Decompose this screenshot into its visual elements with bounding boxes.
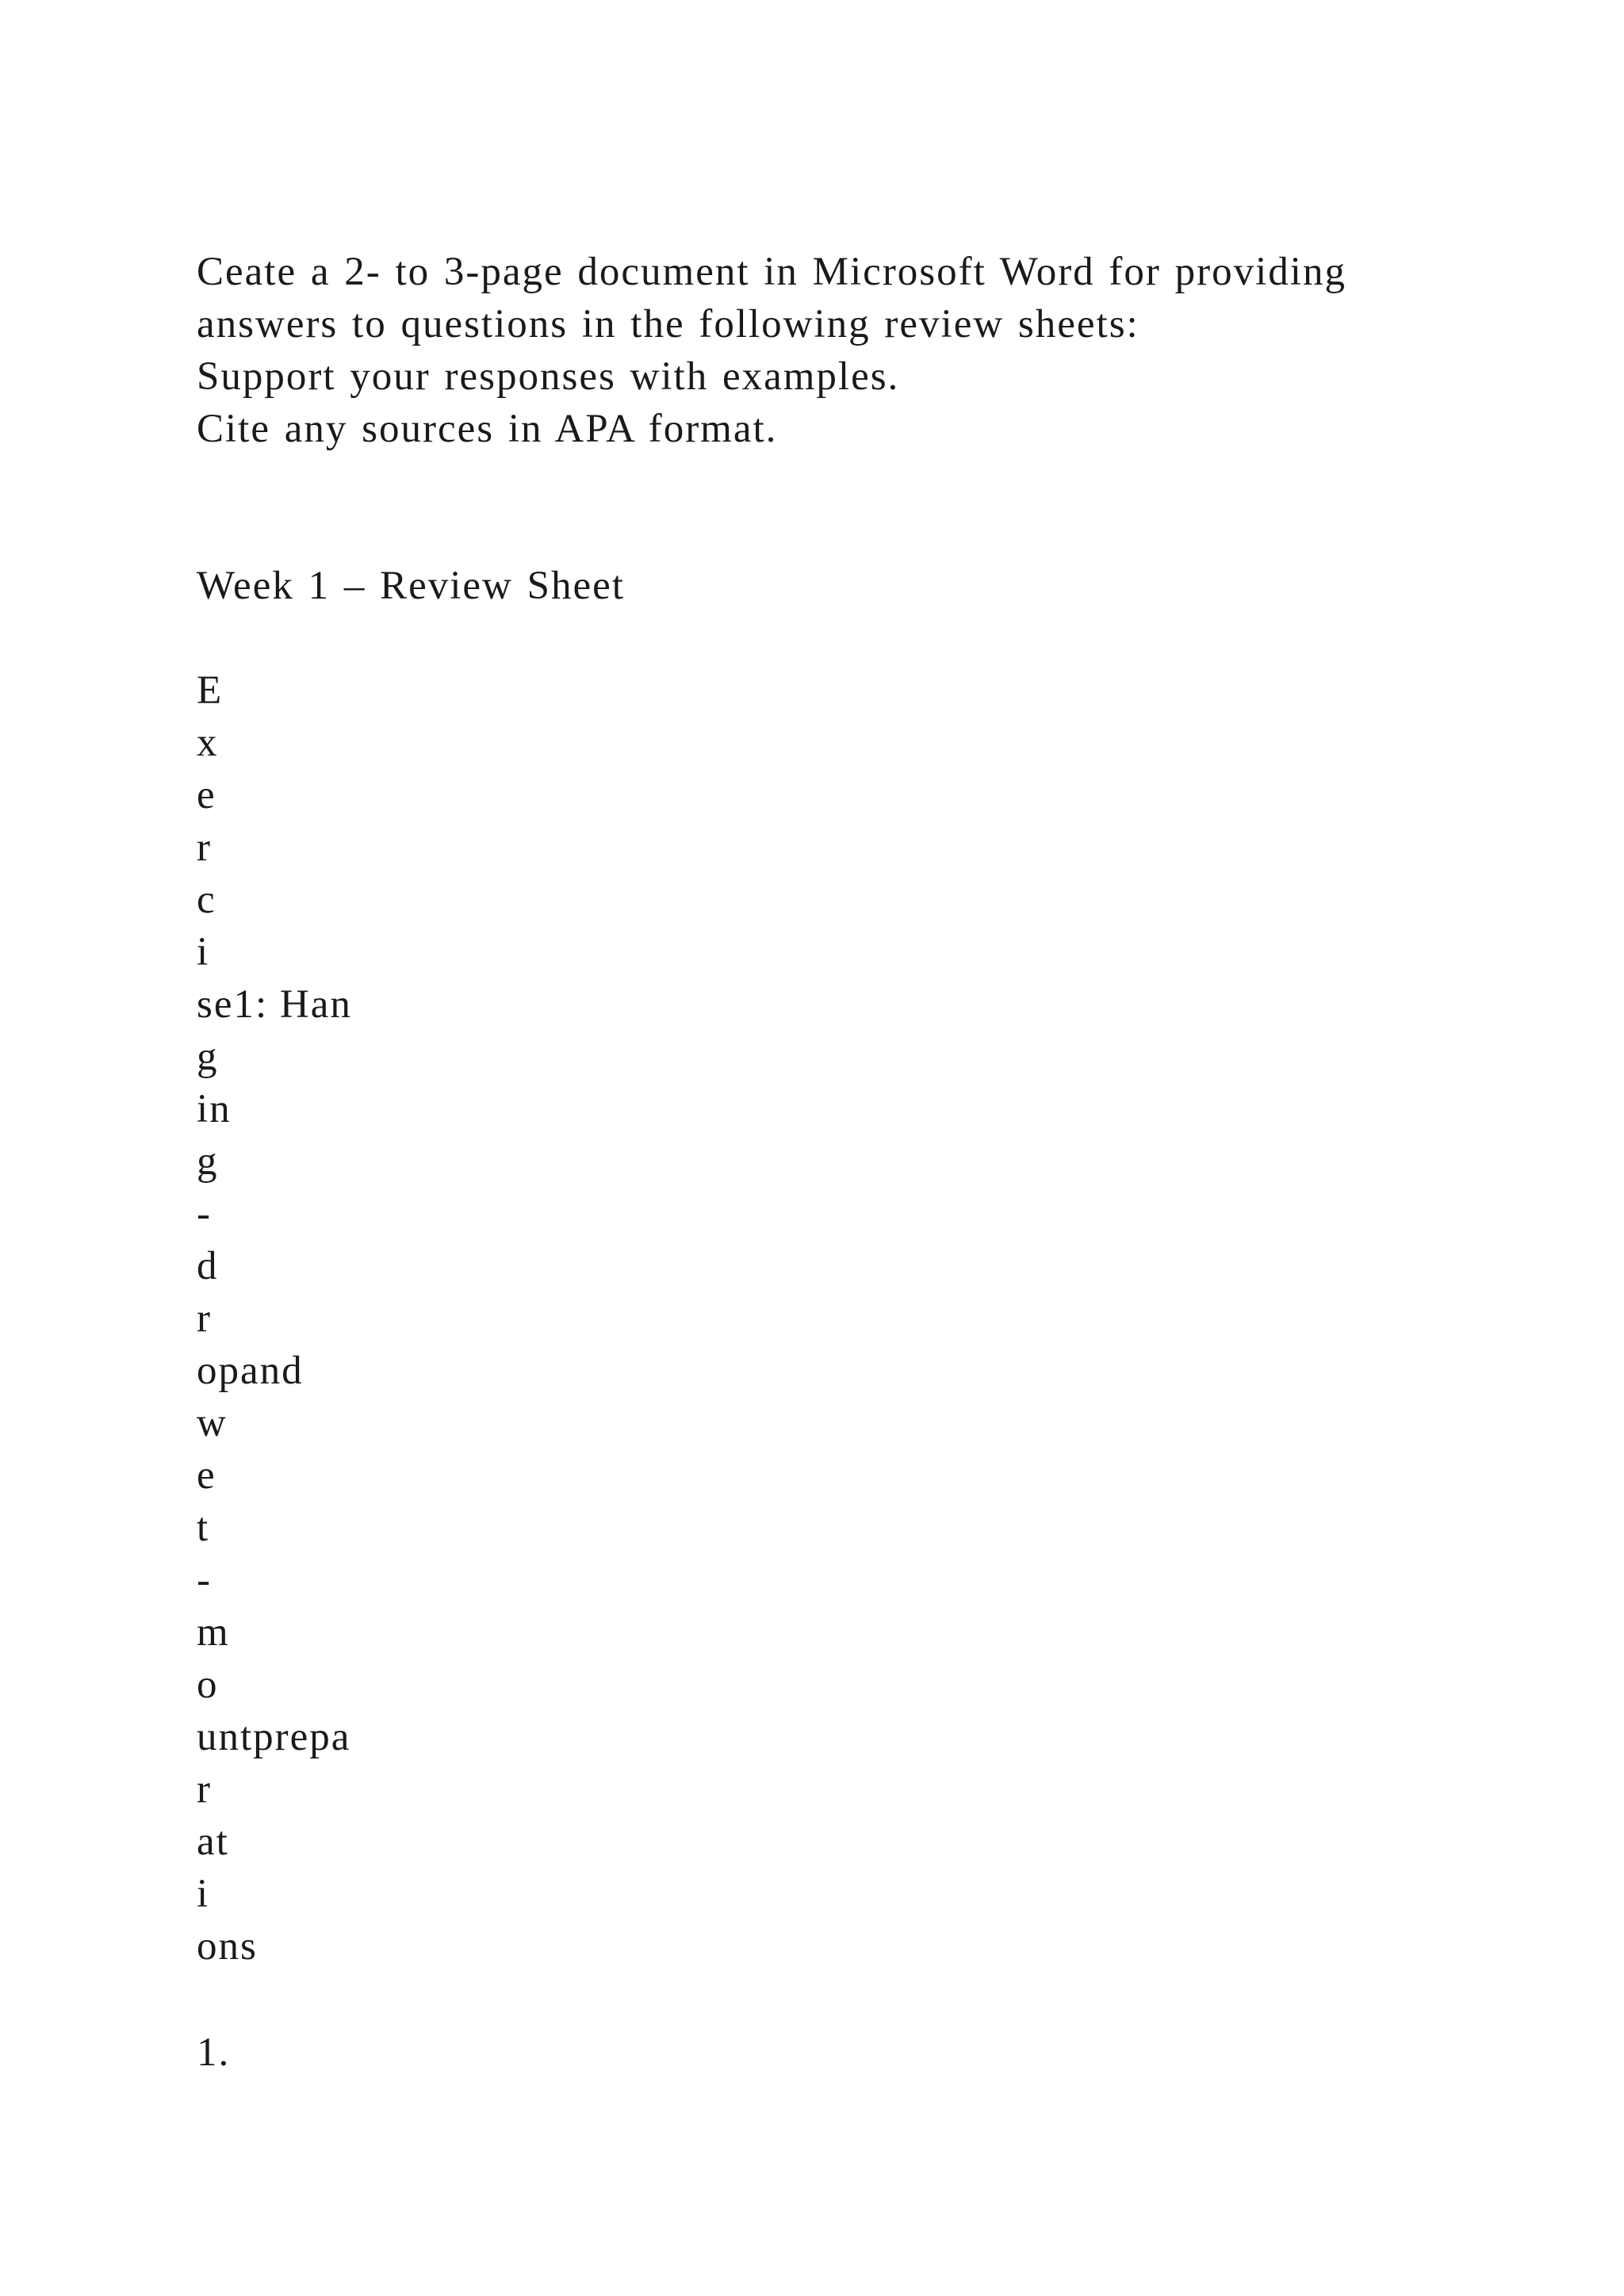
text-fragment: x (197, 721, 219, 765)
text-fragment: opand (197, 1349, 304, 1393)
text-fragment: se1: Han (197, 982, 352, 1027)
text-fragment: r (197, 1767, 212, 1812)
text-fragment: c (197, 878, 216, 922)
text-fragment: r (197, 1296, 212, 1341)
text-fragment: w (197, 1401, 228, 1445)
text-fragment: e (197, 773, 216, 817)
instruction-line: Cite any sources in APA format. (197, 407, 778, 451)
instruction-line: Ceate a 2- to 3-page document in Microsoft Word for providing (197, 250, 1346, 294)
text-fragment: i (197, 1872, 210, 1916)
text-fragment: d (197, 1244, 219, 1288)
instructions-block (197, 246, 1545, 455)
instruction-line: answers to questions in the following review sheets: (197, 302, 1139, 346)
list-number: 1. (197, 2030, 231, 2075)
instruction-line: Support your responses with examples. (197, 354, 900, 399)
text-fragment: - (197, 1558, 212, 1602)
text-fragment: E (197, 668, 224, 713)
text-fragment: e (197, 1453, 216, 1498)
text-fragment: ons (197, 1924, 258, 1969)
text-fragment: o (197, 1663, 219, 1707)
text-fragment: g (197, 1035, 219, 1079)
exercise-title-fragments (197, 664, 352, 1973)
text-fragment: at (197, 1820, 229, 1864)
text-fragment: in (197, 1087, 232, 1131)
text-fragment: g (197, 1139, 219, 1184)
text-fragment: i (197, 930, 210, 974)
review-sheet-heading: Week 1 – Review Sheet (197, 564, 625, 608)
text-fragment: r (197, 825, 212, 870)
text-fragment: t (197, 1506, 210, 1550)
text-fragment: - (197, 1192, 212, 1236)
text-fragment: m (197, 1610, 230, 1655)
text-fragment: untprepa (197, 1715, 351, 1759)
